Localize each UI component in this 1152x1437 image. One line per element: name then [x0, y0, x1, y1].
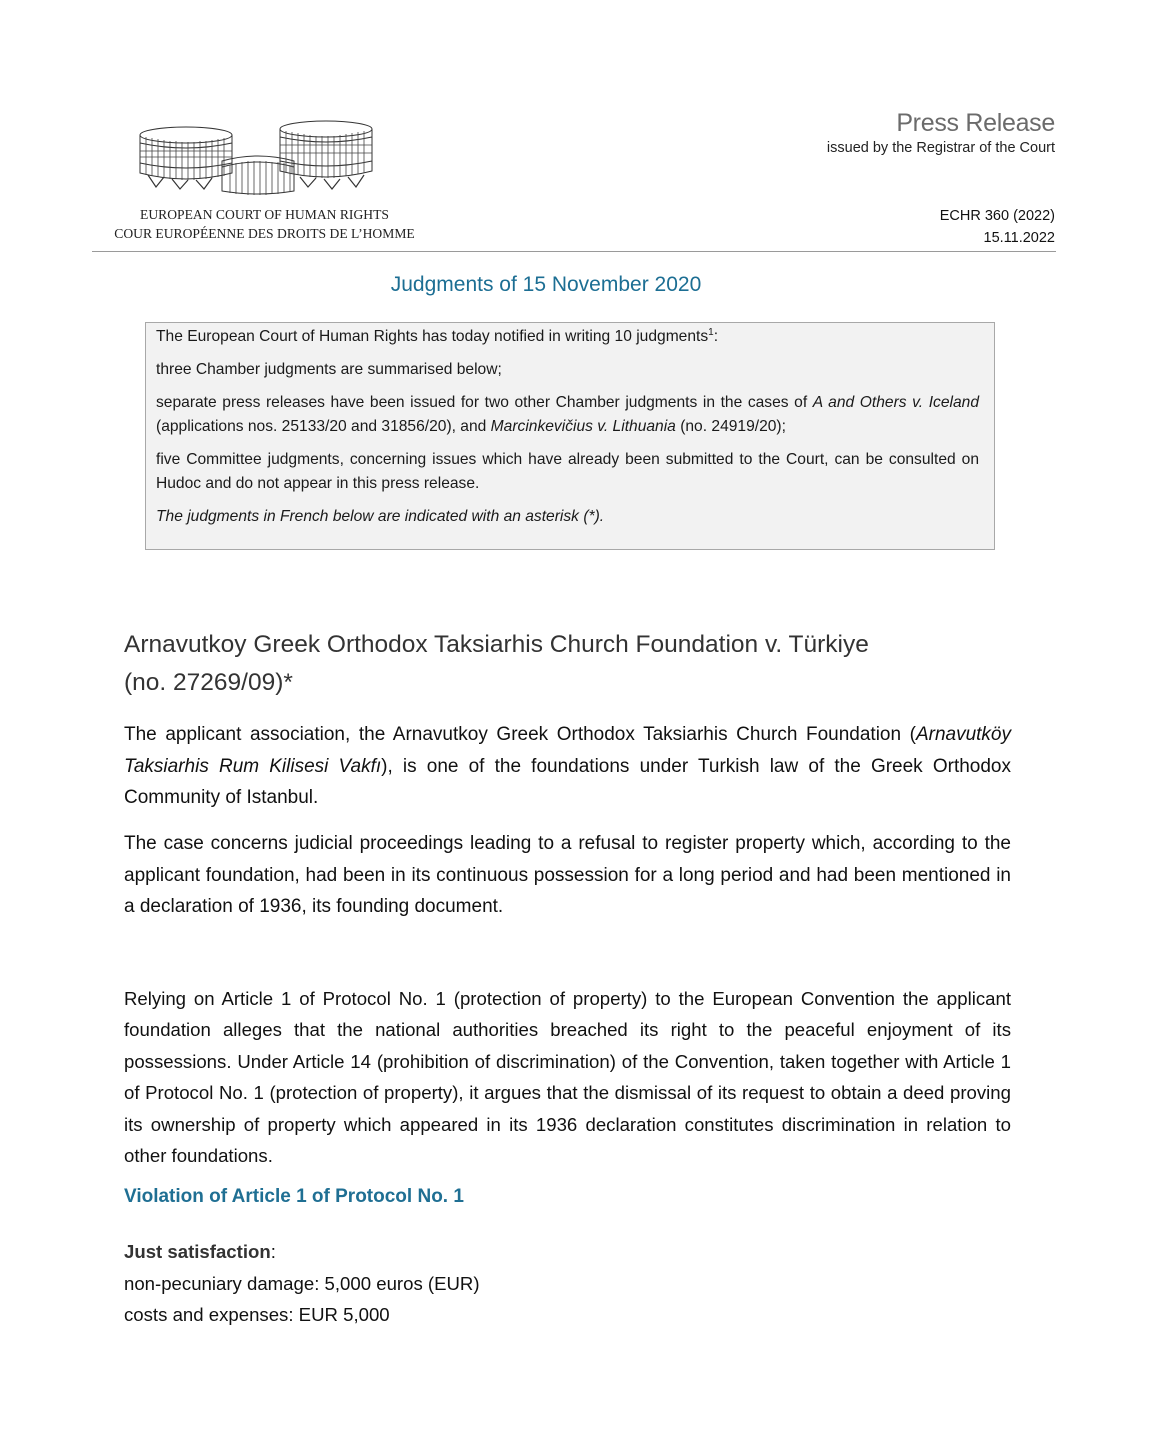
header-divider: [92, 251, 1056, 252]
issued-by-line: issued by the Registrar of the Court: [826, 140, 1055, 156]
court-name: [92, 205, 437, 243]
press-release-heading: Press Release: [896, 109, 1055, 137]
case-paragraph-3: Relying on Article 1 of Protocol No. 1 (protection of property) to the European Convention the applicant foundation alleges that the national authorities breached its right to the peaceful enjoyment of its possessions. Under Article 14 (prohibition of discrimination) of the Convention, taken together with Article 1 of Protocol No. 1 (protection of property), it argues that the dismissal of its request to obtain a deed proving its ownership of property which appeared in its 1936 declaration constitutes discrimination in relation to other foundations.: [124, 988, 1011, 1167]
intro-box: [145, 322, 995, 550]
case-name-lithuania: Marcinkevičius v. Lithuania: [490, 418, 676, 435]
non-pecuniary-damage: non-pecuniary damage: 5,000 euros (EUR): [124, 1272, 480, 1294]
footnote-mark[interactable]: 1: [708, 326, 714, 338]
reference-number: ECHR 360 (2022): [939, 208, 1055, 224]
case-title-line-2: (no. 27269/09)*: [124, 669, 293, 696]
case-title-line-1: Arnavutkoy Greek Orthodox Taksiarhis Church Foundation v. Türkiye: [124, 631, 869, 658]
just-satisfaction-label: Just satisfaction: [124, 1241, 271, 1262]
intro-line-5: The judgments in French below are indicated with an asterisk (*).: [156, 508, 605, 525]
page-subtitle: Judgments of 15 November 2020: [390, 273, 702, 296]
court-name-french: COUR EUROPÉENNE DES DROITS DE L’HOMME: [114, 226, 415, 241]
release-date: 15.11.2022: [983, 230, 1055, 246]
case-paragraph-1: The applicant association, the Arnavutkoy Greek Orthodox Taksiarhis Church Foundation (Arnavutköy Taksiarhis Rum Kilisesi Vakfı), is one of the foundations under Turkish law of the Greek Orthodox Community of Istanbul.: [124, 724, 1011, 808]
foundation-turkish-name: Arnavutköy Taksiarhis Rum Kilisesi Vakfı: [124, 724, 1011, 777]
violation-heading: Violation of Article 1 of Protocol No. 1: [124, 1186, 464, 1207]
just-satisfaction-label-line: Just satisfaction:: [124, 1241, 276, 1262]
case-paragraph-2: The case concerns judicial proceedings leading to a refusal to register property which, according to the applicant foundation, had been in its continuous possession for a long period and had been mentioned in a declaration of 1936, its founding document.: [124, 833, 1011, 917]
court-building-logo: [138, 115, 383, 197]
intro-line-3: separate press releases have been issued for two other Chamber judgments in the cases of A and Others v. Iceland (applications nos. 25133/20 and 31856/20), and Marcinkevičius v. Lithuania (no. 24919/20);: [156, 394, 979, 435]
intro-line-2: three Chamber judgments are summarised below;: [156, 361, 502, 378]
release-reference: [940, 205, 1055, 249]
just-satisfaction: [124, 1236, 480, 1331]
court-name-english: EUROPEAN COURT OF HUMAN RIGHTS: [140, 207, 389, 222]
intro-line-1: The European Court of Human Rights has today notified in writing 10 judgments$^1$:: [156, 326, 719, 345]
case-name-iceland: A and Others v. Iceland: [812, 394, 979, 411]
costs-and-expenses: costs and expenses: EUR 5,000: [124, 1304, 390, 1325]
intro-line-4: five Committee judgments, concerning issues which have already been submitted to the Court, can be consulted on Hudoc and do not appear in this press release.: [156, 451, 979, 492]
case-title: [124, 626, 1024, 702]
